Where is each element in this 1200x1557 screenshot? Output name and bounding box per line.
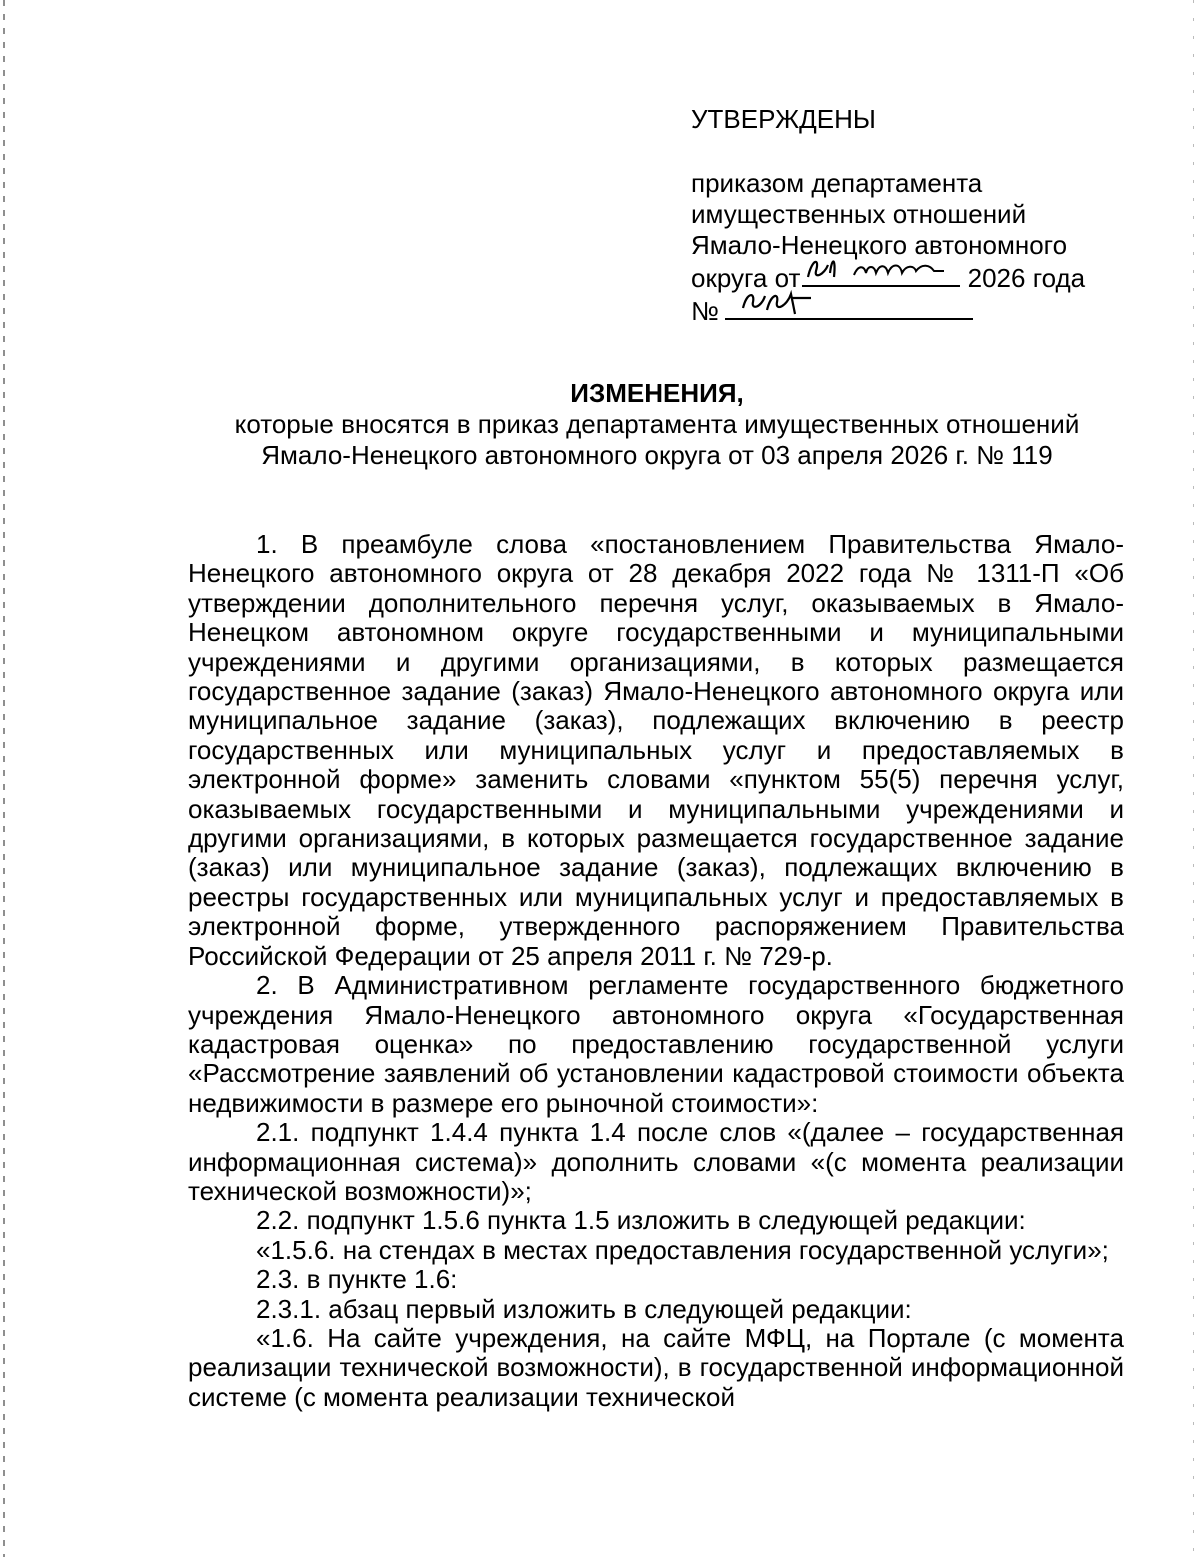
approval-line-3: Ямало-Ненецкого автономного	[691, 230, 1068, 260]
paragraph-1: 1. В преамбуле слова «постановлением Правительства Ямало-Ненецкого автономного округа от 28 декабря 2022 года № 1311-П «Об утверждении дополнительного перечня услуг, оказываемых в Ямало-Ненецком автономном округе государственными и муниципальными учреждениями и другими организациями, в которых размещается государственное задание (заказ) Ямало-Ненецкого автономного округа или муниципальное задание (заказ), подлежащих включению в реестр государственных или муниципальных услуг и предоставляемых в электронной форме» заменить словами «пунктом 55(5) перечня услуг, оказываемых государственными и муниципальными учреждениями и другими организациями, в которых размещается государственное задание (заказ) или муниципальное задание (заказ), подлежащих включению в реестры государственных или муниципальных услуг и предоставляемых в электронной форме, утвержденного распоряжением Правительства Российской Федерации от 25 апреля 2011 г. № 729-р.	[188, 529, 1124, 971]
approval-number-prefix: №	[691, 296, 719, 326]
approval-stamp-block	[691, 104, 1171, 327]
paragraph-2: 2. В Административном регламенте государственного бюджетного учреждения Ямало-Ненецкого автономного округа «Государственная кадастровая оценка» по предоставлению государственной услуги «Рассмотрение заявлений об установлении кадастровой стоимости объекта недвижимости в размере его рыночной стоимости»:	[188, 970, 1124, 1118]
scan-edge-right	[1193, 0, 1194, 1557]
document-title: ИЗМЕНЕНИЯ,	[570, 378, 744, 408]
paragraph-2-1: 2.1. подпункт 1.4.4 пункта 1.4 после слов «(далее – государственная информационная система)» дополнить словами «(с момента реализации технической возможности)»;	[188, 1117, 1124, 1206]
paragraph-quote-1-6: «1.6. На сайте учреждения, на сайте МФЦ, на Портале (с момента реализации технической возможности), в государственной информационной системе (с момента реализации технической	[188, 1322, 1124, 1412]
paragraph-quote-1-5-6: «1.5.6. на стендах в местах предоставления государственной услуги»;	[256, 1234, 1109, 1265]
approval-number-line	[691, 294, 1171, 327]
approval-line-1: приказом департамента	[691, 168, 983, 198]
approval-date-suffix: 2026 года	[960, 263, 1086, 293]
document-title-block	[150, 378, 1164, 471]
scan-edge-left	[3, 0, 5, 1557]
paragraph-2-2: 2.2. подпункт 1.5.6 пункта 1.5 изложить в следующей редакции:	[256, 1205, 1026, 1236]
handwritten-number-field	[725, 294, 973, 320]
approval-line-2: имущественных отношений	[691, 199, 1027, 229]
document-subtitle-line-1: которые вносятся в приказ департамента имущественных отношений	[234, 409, 1080, 439]
approval-heading: УТВЕРЖДЕНЫ	[691, 104, 876, 134]
paragraph-2-3-1: 2.3.1. абзац первый изложить в следующей редакции:	[256, 1293, 912, 1324]
document-body	[188, 530, 1124, 1412]
approval-date-prefix: округа от	[691, 263, 801, 293]
paragraph-2-3: 2.3. в пункте 1.6:	[256, 1264, 458, 1295]
handwritten-number-icon	[725, 284, 845, 318]
document-subtitle-line-2: Ямало-Ненецкого автономного округа от 03 апреля 2026 г. № 119	[261, 440, 1053, 470]
handwritten-date-icon	[802, 251, 960, 285]
